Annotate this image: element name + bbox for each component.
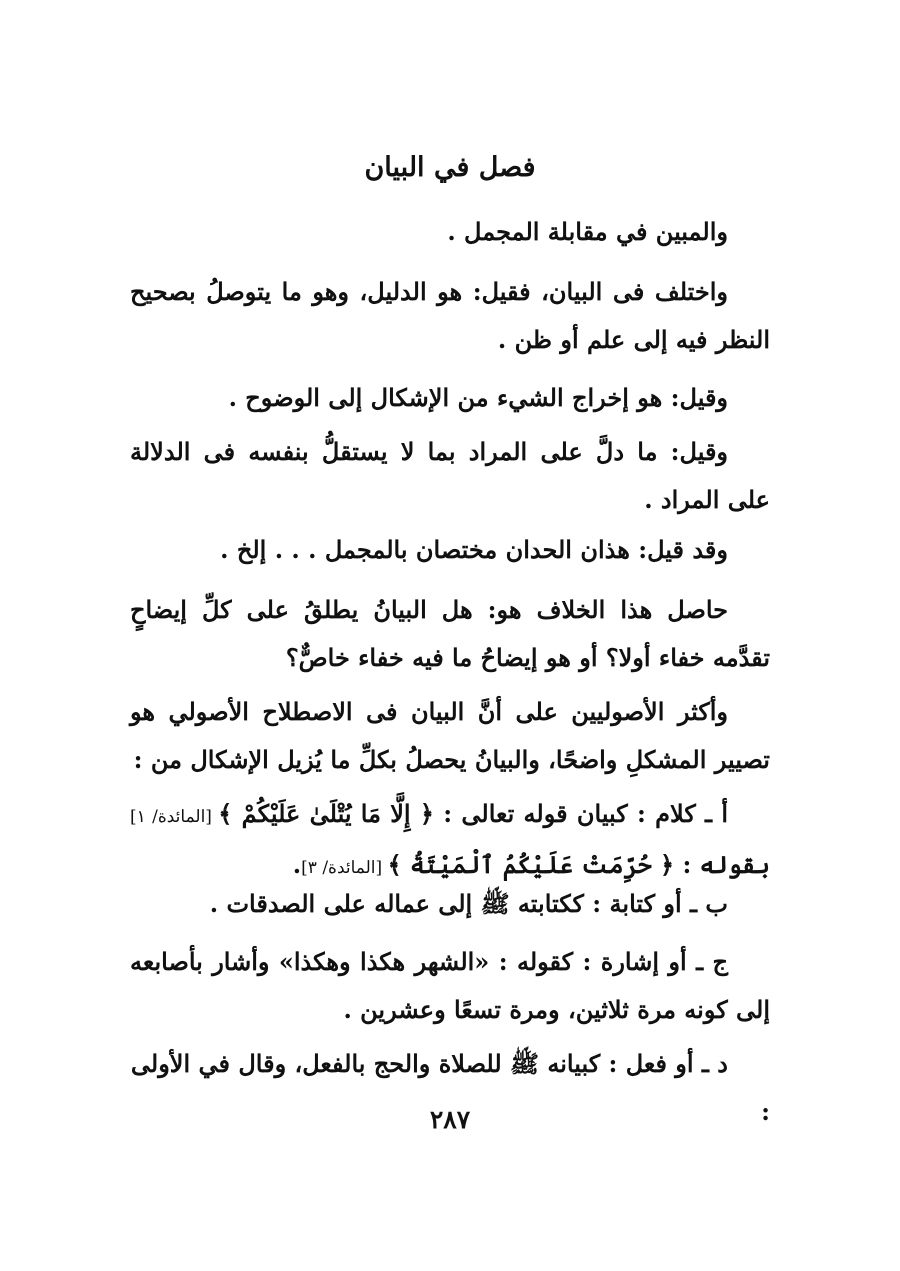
paragraph-qila-dalla: وقيل: ما دلَّ على المراد بما لا يستقلُّ بنفسه فى الدلالة على المراد . bbox=[130, 437, 770, 514]
paragraph-kitaba: ب ـ أو كتابة : ككتابته ﷺ إلى عماله على الصدقات . bbox=[209, 889, 728, 918]
section-title: فصل في البيان bbox=[364, 152, 536, 183]
paragraph-aktharu: وأكثر الأصوليين على أنَّ البيان فى الاصطلاح الأصولي هو تصيير المشكلِ واضحًا، والبيانُ يحصلُ بكلِّ ما يُزيل الإشكال من : bbox=[130, 697, 770, 774]
page-number: ٢٨٧ bbox=[429, 1105, 471, 1134]
paragraph-ishara: ج ـ أو إشارة : كقوله : «الشهر هكذا وهكذا» وأشار بأصابعه إلى كونه مرة ثلاثين، ومرة تسعًا وعشرين . bbox=[130, 947, 770, 1024]
verse-ref-1: [المائدة/ ١] bbox=[130, 807, 219, 827]
paragraph-mubayyan: والمبين في مقابلة المجمل . bbox=[447, 217, 728, 246]
quran-verse-2: ﴿ حُرِّمَتْ عَلَيْكُمُ ٱلْمَيْتَةُ ﴾ bbox=[387, 850, 675, 879]
kalam-lead: أ ـ كلام : كبيان قوله تعالى : bbox=[433, 799, 729, 828]
paragraph-haddan: وقد قيل: هذان الحدان مختصان بالمجمل . . . إلخ . bbox=[220, 535, 728, 564]
verse-ref-2: [المائدة/ ٣] bbox=[301, 858, 388, 878]
paragraph-qila-ikhraj: وقيل: هو إخراج الشيء من الإشكال إلى الوضوح . bbox=[228, 383, 728, 412]
paragraph-kalam bbox=[130, 790, 770, 892]
paragraph-fiel: د ـ أو فعل : كبيانه ﷺ للصلاة والحج بالفعل، وقال في الأولى : bbox=[130, 1049, 770, 1126]
kalam-end: . bbox=[292, 850, 302, 879]
paragraph-ikhtilaf: واختلف فى البيان، فقيل: هو الدليل، وهو ما يتوصلُ بصحيح النظر فيه إلى علم أو ظن . bbox=[130, 277, 770, 354]
kalam-mid: بقوله : bbox=[674, 850, 770, 879]
quran-verse-1: ﴿ إِلَّا مَا يُتْلَىٰ عَلَيْكُمْ ﴾ bbox=[218, 799, 434, 828]
paragraph-hasil: حاصل هذا الخلاف هو: هل البيانُ يطلقُ على كلِّ إيضاحٍ تقدَّمه خفاء أولا؟ أو هو إيضاحُ ما فيه خفاء خاصٌّ؟ bbox=[130, 595, 770, 672]
